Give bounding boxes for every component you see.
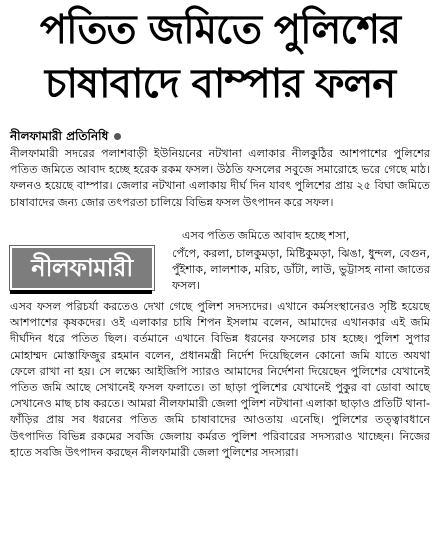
byline-text: নীলফামারী প্রতিনিধি bbox=[10, 129, 109, 143]
byline bbox=[10, 128, 121, 144]
paragraph-2-continued: পেঁপে, করলা, চালকুমড়া, মিষ্টিকুমড়া, ঝিঙা, ধুন্দল, বেগুন, পুঁইশাক, লালশাক, মরিচ, ডাঁটা, লাউ, ভুট্টাসহ নানা জাতের ফসল। bbox=[172, 247, 430, 293]
headline-line-2: চাষাবাদে বাম্পার ফলন bbox=[44, 61, 396, 107]
paragraph-3: এসব ফসল পরিচর্যা করতেও দেখা গেছে পুলিশ সদস্যদের। এখানে কর্মসংস্থানেরও সৃষ্টি হয়েছে আশপাশের কৃষকদের। ওই এলাকার চাষি শিপন ইসলাম বলেন, আমাদের এখানকার এই জমি দীর্ঘদিন ধরে পতিত ছিল। বর্তমানে এখানে বিভিন্ন ধরনের ফসলের চাষ হচ্ছে। পুলিশ সুপার মোহাম্মদ মোস্তাফিজুর রহমান বলেন, প্রধানমন্ত্রী নির্দেশ দিয়েছিলেন কোনো জমি যাতে অযথা ফেলে রাখা না হয়। সে লক্ষ্যে আইজিপি স্যারও আমাদের নির্দেশনা দিয়েছেন পুলিশের যেখানেই পতিত জমি আছে সেখানেই ফসল ফলাতে। তা ছাড়া পুলিশের যেখানেই পুকুর বা ডোবা আছে সেখানেও মাছ চাষ করতে। আমরা নীলফামারী জেলা পুলিশ নটখানা এলাকা ছাড়াও প্রতিটি থানা-ফাঁড়ির প্রায় সব ধরনের পতিত জমি চাষাবাদের আওতায় এনেছি। পুলিশের তত্ত্বাবধানে উৎপাদিত বিভিন্ন রকমের সবজি জেলায় কর্মরত পুলিশ পরিবারের সদস্যরাও খাচ্ছেন। নিজের হাতে সবজি উৎপাদন করছেন নীলফামারী জেলা পুলিশের সদস্যরা। bbox=[10, 300, 430, 459]
location-banner bbox=[10, 246, 154, 296]
bullet-icon bbox=[114, 133, 121, 140]
paragraph-2-text: এসব পতিত জমিতে আবাদ হচ্ছে শসা, bbox=[182, 229, 350, 242]
paragraph-2-start bbox=[182, 228, 430, 244]
paragraph-1: নীলফামারী সদরের পলাশবাড়ী ইউনিয়নের নটখানা এলাকার নীলকুঠির আশপাশের পুলিশের পতিত জমিতে আবাদ হচ্ছে হরেক রকম ফসল। উঠতি ফসলের সবুজে সমারোহে ভরে গেছে মাঠ। ফলনও হয়েছে বাম্পার। জেলার নটখানা এলাকায় দীর্ঘ দিন যাবৎ পুলিশের প্রায় ২৫ বিঘা জমিতে চাষাবাদের জন্য জোর তৎপরতা চালিয়ে বিভিন্ন ফসল উৎপাদন করে সফল। bbox=[10, 147, 430, 209]
location-banner-label: নীলফামারী bbox=[10, 246, 154, 290]
banner-underline bbox=[10, 290, 152, 294]
headline-line-1: পতিত জমিতে পুলিশের bbox=[39, 7, 401, 53]
